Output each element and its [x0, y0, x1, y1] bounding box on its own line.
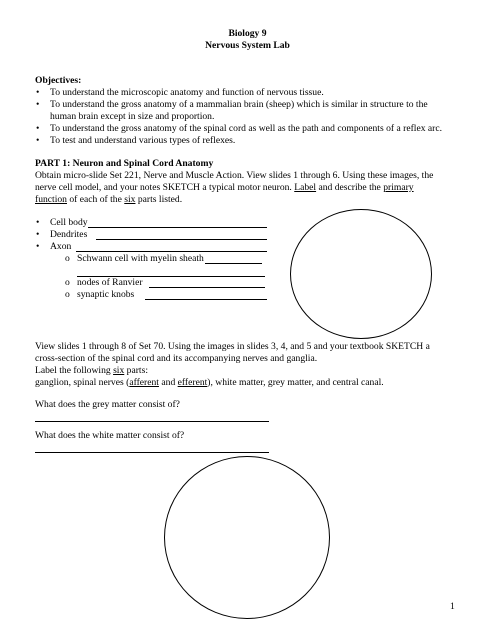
question-grey-matter: What does the grey matter consist of? [35, 399, 180, 410]
part-label-synaptic-knobs: o synaptic knobs [77, 289, 134, 301]
document-subtitle: Nervous System Lab [205, 40, 290, 51]
part1-instructions-line: nerve cell model, and your notes SKETCH a typical motor neuron. Label and describe the primary [35, 182, 414, 193]
part-label-nodes-of-ranvier: o nodes of Ranvier [77, 277, 143, 289]
spinal-instructions-line: View slides 1 through 8 of Set 70. Using the images in slides 3, 4, and 5 and your textbook SKETCH a [35, 341, 430, 352]
document-title: Biology 9 [228, 28, 267, 39]
objective-item: • To test and understand various types of reflexes. [50, 135, 235, 147]
question-white-matter: What does the white matter consist of? [35, 430, 185, 441]
answer-line-grey-matter[interactable] [35, 421, 269, 422]
answer-line-synaptic-knobs[interactable] [145, 299, 267, 300]
part-label-cell-body: • Cell body [50, 217, 88, 229]
objective-item: • To understand the gross anatomy of a mammalian brain (sheep) which is similar in structure to the [50, 99, 428, 111]
answer-line-axon[interactable] [76, 251, 267, 252]
part-label-schwann-cell: o Schwann cell with myelin sheath [77, 253, 204, 265]
spinal-instructions-line: ganglion, spinal nerves (afferent and efferent), white matter, grey matter, and central canal. [35, 377, 384, 388]
objectives-heading: Objectives: [35, 75, 82, 86]
answer-line-white-matter[interactable] [35, 452, 269, 453]
page-number: 1 [450, 601, 455, 612]
part1-instructions-line: function of each of the six parts listed. [35, 194, 183, 205]
answer-line-nodes-of-ranvier[interactable] [149, 287, 265, 288]
answer-line-dendrites[interactable] [96, 239, 267, 240]
objective-item-continued: human brain except in size and proportion. [50, 111, 215, 122]
answer-line-cell-body[interactable] [88, 227, 267, 228]
part1-heading: PART 1: Neuron and Spinal Cord Anatomy [35, 158, 214, 169]
part-label-axon: • Axon [50, 241, 71, 253]
part1-instructions-line: Obtain micro-slide Set 221, Nerve and Muscle Action. View slides 1 through 6. Using these images, the [35, 170, 434, 181]
spinal-cord-sketch-circle[interactable] [164, 456, 330, 619]
part-label-dendrites: • Dendrites [50, 229, 87, 241]
spinal-instructions-line: cross-section of the spinal cord and its accompanying nerves and ganglia. [35, 353, 318, 364]
objective-item: • To understand the microscopic anatomy and function of nervous tissue. [50, 87, 324, 99]
neuron-sketch-circle[interactable] [290, 209, 432, 339]
answer-line-schwann-cell[interactable] [205, 263, 262, 264]
spinal-instructions-line: Label the following six parts: [35, 365, 148, 376]
objective-item: • To understand the gross anatomy of the spinal cord as well as the path and components of a reflex arc. [50, 123, 442, 135]
